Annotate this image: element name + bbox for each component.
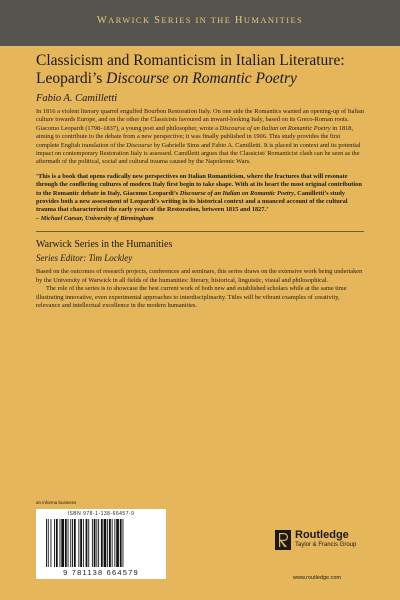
barcode-bar: [74, 519, 76, 567]
barcode-bar: [92, 519, 93, 567]
barcode-bar: [48, 519, 49, 567]
barcode-bar: [51, 519, 52, 567]
barcode-bar: [116, 519, 119, 567]
book-title: [36, 52, 364, 88]
isbn-label: ISBN 978-1-138-66457-9: [67, 511, 135, 517]
series-text-part: ERIES IN THE: [161, 15, 235, 25]
barcode-bar: [109, 519, 111, 567]
series-text-part: UMANITIES: [243, 15, 304, 25]
quote-text: ‘This is a book that opens radically new perspectives on Italian Romanticism, where the fractures that will resonate through the conflicting cultures of modern Italy first begin to take shape. With at its heart the most original contribution to the Romantic debate in Italy, Giacomo Leopardi’s: [36, 172, 362, 197]
barcode-bar: [83, 519, 84, 567]
book-author: Fabio A. Camilletti: [36, 93, 118, 104]
publisher-url: www.routledge.com: [293, 575, 341, 581]
quote-text: , Camilletti’s study provides both a new assessment of Leopardi’s writing in its historical context and a nuanced account of the cultural trauma that characterized the early years of the Restoration, between 1815 and 1827.’: [36, 189, 348, 214]
barcode-bar: [78, 519, 79, 567]
barcode-bar: [72, 519, 73, 567]
divider: [36, 231, 364, 232]
description-text: by Gabrielle Sims and Fabio A. Camilletti. It is placed in context and its potential impact on contemporary Restoration Italy is assessed. Camilletti argues that the Classicist/ Romanticist clash can be seen as the aftermath of the political, social and cultural trauma caused by the Napoleonic Wars.: [36, 141, 361, 166]
barcode-bar: [120, 519, 122, 567]
barcode-bar: [86, 519, 88, 567]
series-description-2: The role of the series is to showcase the best current work of both new and established scholars while at the same time illustrating innovative, even experimental approaches to interdisciplinarity. Titles will be vibrant examples of creativity, relevance and intellectual excellence in the modern humanities.: [36, 285, 347, 309]
description-italic: Discourse of an Italian on Romantic Poetry: [219, 124, 331, 132]
barcode-bar: [112, 519, 113, 567]
book-title-line1: Classicism and Romanticism in Italian Literature:: [36, 52, 345, 69]
barcode-bar: [60, 519, 61, 567]
book-title-line2: Leopardi’s: [36, 70, 107, 87]
barcode-bar: [114, 519, 115, 567]
review-quote: [36, 173, 364, 215]
barcode-bar: [68, 519, 69, 567]
quote-attribution: – Michael Caesar, University of Birmingham: [36, 214, 154, 222]
barcode-bar: [70, 519, 71, 567]
barcode-bar: [94, 519, 96, 567]
description-text: in 1818, aiming to contribute to the debate from a new perspective; it was finally published in 1906. This study provides the first complete English translation of the: [36, 124, 354, 149]
series-description: Based on the outcomes of research projects, conferences and seminars, this series draws on the extensive work being undertaken by the University of Warwick in all fields of the humanities: literary, historical, linguistic, visual and philosophical.: [36, 268, 363, 284]
barcode-bar: [80, 519, 82, 567]
barcode-bar: [61, 519, 64, 567]
book-description: [36, 108, 364, 167]
barcode-bar: [96, 519, 97, 567]
series-title: Warwick Series in the Humanities: [36, 239, 173, 251]
series-initial-h: H: [234, 15, 244, 26]
barcode-bar: [65, 519, 67, 567]
barcode-bar: [107, 519, 108, 567]
cover-content: [36, 52, 364, 310]
barcode-bar: [56, 519, 58, 567]
publisher-subtitle: Taylor & Francis Group: [295, 542, 357, 548]
barcode-bar: [46, 519, 47, 567]
series-initial-w: W: [96, 15, 109, 26]
barcode-digits: 9 781138 664579: [63, 568, 139, 577]
barcode-bar: [88, 519, 89, 567]
description-text: In 1816 a violent literary quarrel engulfed Bourbon Restoration Italy. On one side the Romantics wanted an opening-up of Italian culture towards Europe, and on the other the Classicists favoured an inward-looking Italy, based on its Greco-Roman roots. Giacomo Leopardi (1798–1837), a young poet and philosopher, wrote a: [36, 108, 364, 132]
barcode: [36, 509, 166, 579]
routledge-r-icon: [275, 530, 291, 550]
informa-tagline: an informa business: [36, 500, 77, 505]
description-italic: Discourse: [126, 141, 153, 149]
barcode-bar: [98, 519, 99, 567]
book-title-italic: Discourse on Romantic Poetry: [106, 70, 297, 87]
barcode-bars: [44, 519, 158, 567]
publisher-name: Routledge: [295, 529, 349, 541]
series-editor: Series Editor: Tim Lockley: [36, 253, 133, 264]
series-header-text: [0, 15, 400, 26]
quote-italic: Discourse of an Italian on Romantic Poetry: [179, 189, 294, 197]
series-text-part: ARWICK: [108, 15, 155, 25]
series-initial-s: S: [154, 15, 162, 26]
barcode-bar: [54, 519, 55, 567]
barcode-bar: [104, 519, 107, 567]
barcode-bar: [101, 519, 103, 567]
barcode-bar: [123, 519, 124, 567]
